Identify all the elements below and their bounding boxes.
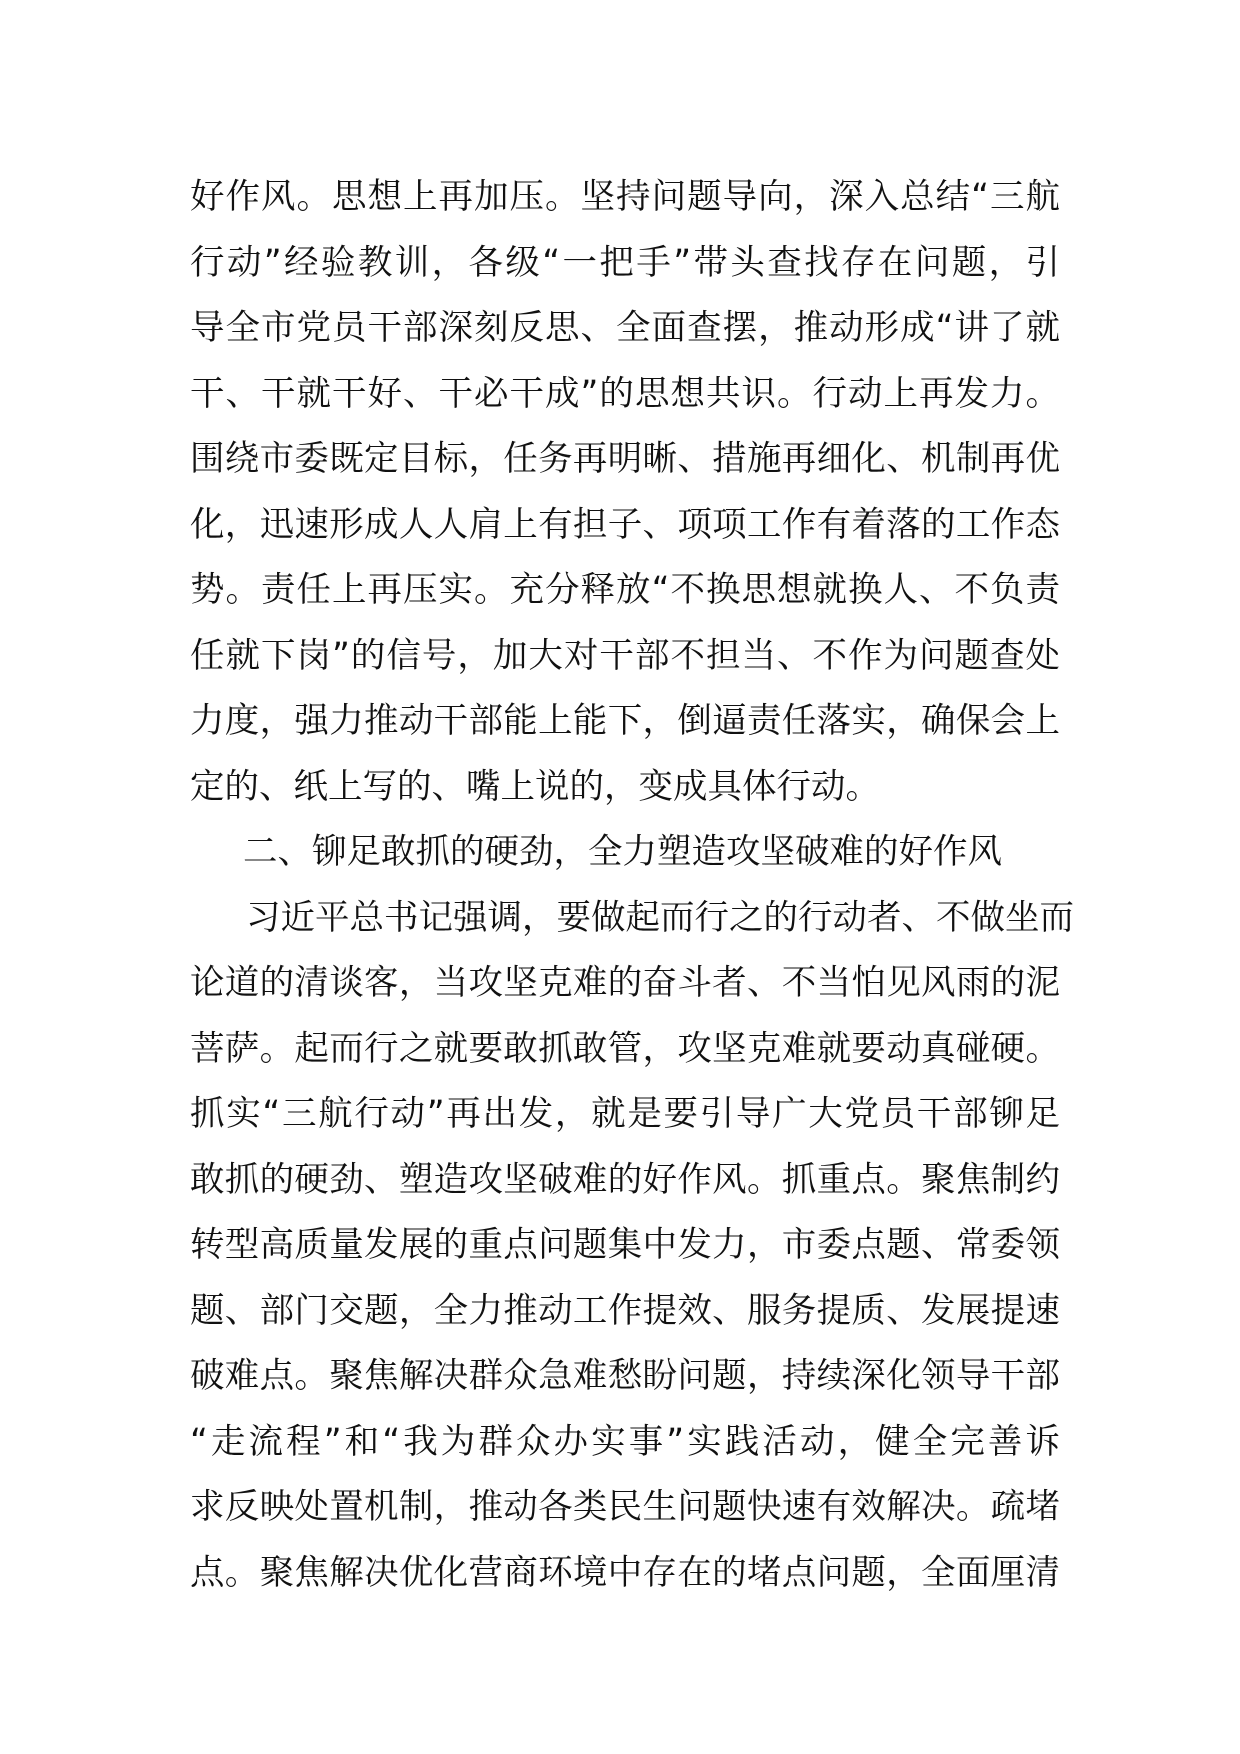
text-line: 破难点。聚焦解决群众急难愁盼问题，持续深化领导干部 — [190, 1356, 1060, 1396]
text-line: 转型高质量发展的重点问题集中发力，市委点题、常委领 — [190, 1225, 1060, 1265]
paragraph-first-line: 习近平总书记强调，要做起而行之的行动者、不做坐而 — [246, 897, 1074, 938]
text-line: 力度，强力推动干部能上能下，倒逼责任落实，确保会上 — [190, 701, 1060, 741]
text-line: 敢抓的硬劲、塑造攻坚破难的好作风。抓重点。聚焦制约 — [190, 1159, 1060, 1200]
text-line: 化，迅速形成人人肩上有担子、项项工作有着落的工作态 — [190, 504, 1060, 545]
text-line: “走流程”和“我为群众办实事”实践活动，健全完善诉 — [190, 1421, 1060, 1462]
text-line: 行动”经验教训，各级“一把手”带头查找存在问题，引 — [190, 242, 1060, 283]
text-line: 好作风。思想上再加压。坚持问题导向，深入总结“三航 — [190, 177, 1060, 217]
text-line: 围绕市委既定目标，任务再明晰、措施再细化、机制再优 — [190, 439, 1060, 479]
document-body — [190, 165, 1074, 1606]
text-line: 导全市党员干部深刻反思、全面查摆，推动形成“讲了就 — [190, 308, 1060, 348]
text-line: 干、干就干好、干必干成”的思想共识。行动上再发力。 — [190, 373, 1060, 414]
text-line: 题、部门交题，全力推动工作提效、服务提质、发展提速 — [190, 1290, 1060, 1331]
text-line: 求反映处置机制，推动各类民生问题快速有效解决。疏堵 — [190, 1487, 1060, 1527]
text-line: 抓实“三航行动”再出发，就是要引导广大党员干部铆足 — [190, 1094, 1060, 1134]
text-line: 菩萨。起而行之就要敢抓敢管，攻坚克难就要动真碰硬。 — [190, 1028, 1060, 1069]
text-line: 点。聚焦解决优化营商环境中存在的堵点问题，全面厘清 — [190, 1552, 1060, 1593]
section-heading: 二、铆足敢抓的硬劲，全力塑造攻坚破难的好作风 — [243, 832, 1002, 872]
text-line: 定的、纸上写的、嘴上说的，变成具体行动。 — [190, 766, 880, 807]
text-line: 势。责任上再压实。充分释放“不换思想就换人、不负责 — [190, 570, 1060, 610]
text-line: 任就下岗”的信号，加大对干部不担当、不作为问题查处 — [190, 635, 1060, 676]
text-line: 论道的清谈客，当攻坚克难的奋斗者、不当怕见风雨的泥 — [190, 963, 1060, 1003]
